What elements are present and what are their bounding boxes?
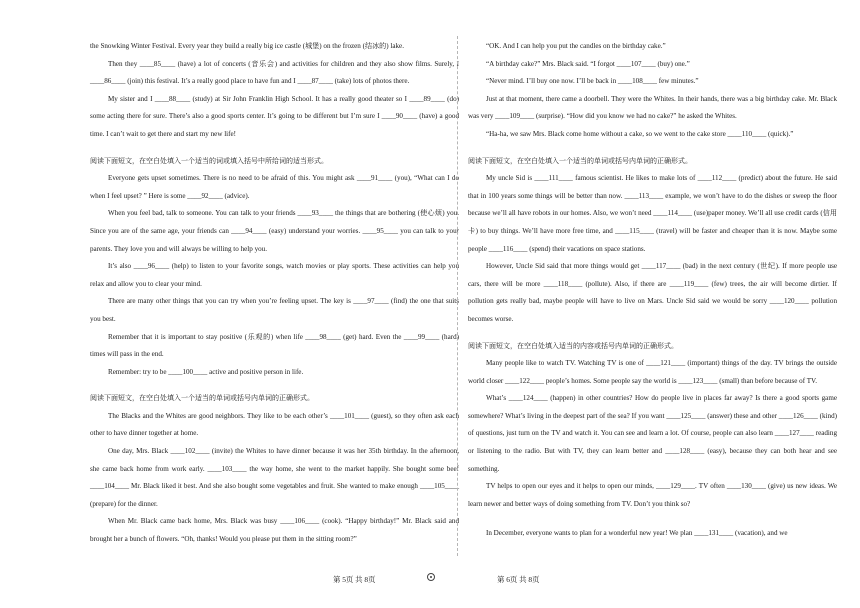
- binding-hole-icon: [427, 573, 435, 581]
- passage-paragraph: the Snowking Winter Festival. Every year they build a really big ice castle (城堡) on the frozen (结冰的) lake.: [90, 42, 404, 50]
- section-instruction: 阅读下面短文，在空白处填入一个适当的单词或括号内单词的正确形式。: [468, 156, 692, 165]
- section-instruction: 阅读下面短文，在空白处填入适当的内容或括号内单词的正确形式。: [468, 341, 678, 350]
- left-column: [90, 38, 459, 549]
- passage-paragraph: “Ha-ha, we saw Mrs. Black come home without a cake, so we went to the cake store ____110____ (quick).”: [486, 129, 794, 138]
- passage-paragraph: When you feel bad, talk to someone. You can talk to your friends ____93____ the things that are bothering (使心烦) you. Since you are of the same age, your friends can ____94____ (easy) understand your worries. ____95____ you can talk to your parents. They love you and will always be willing to help you.: [90, 209, 459, 253]
- passage-paragraph: My uncle Sid is ____111____ famous scientist. He likes to make lots of ____112____ (predict) about the future. He said that in 100 years some things will be better than now. ____113____ example, we won’t have to do the dishes or sweep the floor because we’ll all have robots in our homes. Also, we won’t need ____114____ (use)paper money. We’ll all use credit cards (信用卡) to buy things. We’ll have more free time, and ____115____ (travel) will be faster and cheaper than it is now. Maybe some people ____116____ (spend) their vacations on space stations.: [468, 174, 837, 253]
- passage-paragraph: However, Uncle Sid said that more things would get ____117____ (bad) in the next century (世纪). If more people use cars, there will be more ____118____ (pollute). Also, if there are ____119____ (few) trees, the air will become dirtier. If pollution gets really bad, maybe people will have to live on Mars. Uncle Sid said we would be sorry ____120____ pollution becomes worse.: [468, 262, 837, 323]
- passage-paragraph: It’s also ____96____ (help) to listen to your favorite songs, watch movies or play sports. These activities can help you relax and allow you to clear your mind.: [90, 262, 459, 288]
- passage-paragraph: When Mr. Black came back home, Mrs. Black was busy ____106____ (cook). “Happy birthday!” Mr. Black said and brought her a bunch of flowers. “Oh, thanks! Would you please put them in the sitting room?”: [90, 517, 459, 544]
- page-number-left: 第 5页 共 8页: [333, 575, 376, 584]
- passage-paragraph: Remember: try to be ____100____ active and positive person in life.: [108, 367, 304, 376]
- passage-paragraph: Just at that moment, there came a doorbell. They were the Whites. In their hands, there was a big birthday cake. Mr. Black was very ____109____ (surprise). “How did you know we had no cake?” he asked the Whites.: [468, 94, 837, 121]
- passage-paragraph: Then they ____85____ (have) a lot of concerts (音乐会) and activities for children and they also show films. Surely, I ____86____ (join) this festival. It’s a really good place to have fun and I ____87____ (take) lots of photos there.: [90, 59, 459, 86]
- right-column: [468, 38, 837, 543]
- section-instruction: 阅读下面短文，在空白处填入一个适当的词或填入括号中所给词的适当形式。: [90, 156, 328, 165]
- page-number-right: 第 6页 共 8页: [497, 575, 540, 584]
- passage-paragraph: “Never mind. I’ll buy one now. I’ll be back in ____108____ few minutes.”: [486, 77, 699, 86]
- passage-paragraph: There are many other things that you can try when you’re feeling upset. The key is ____97____ (find) the one that suits you best.: [90, 297, 459, 323]
- passage-paragraph: Many people like to watch TV. Watching TV is one of ____121____ (important) things of the day. TV brings the outside world closer ____122____ people’s homes. Some people say the world is ____123____ (small) than before because of TV.: [468, 359, 837, 385]
- passage-paragraph: TV helps to open our eyes and it helps to open our minds, ____129____. TV often ____130____ (give) us new ideas. We learn newer and better ways of doing something from TV. Don’t you think so?: [468, 482, 837, 508]
- column-divider: [457, 36, 458, 556]
- passage-paragraph: The Blacks and the Whites are good neighbors. They like to be each other’s ____101____ (guest), so they often ask each other to have dinner together at home.: [90, 411, 459, 438]
- passage-paragraph: My sister and I ____88____ (study) at Sir John Franklin High School. It has a really good theater so I ____89____ (do) some acting there for sure. There’s also a good sports center. It’s going to be different but I’m sure I ____90____ (have) a good time. I can’t wait to get there and start my new life!: [90, 94, 459, 138]
- passage-paragraph: In December, everyone wants to plan for a wonderful new year! We plan ____131____ (vacation), and we: [486, 529, 788, 538]
- passage-paragraph: Everyone gets upset sometimes. There is no need to be afraid of this. You might ask ____91____ (you), “What can I do when I feel upset? ” Here is some ____92____ (advice).: [90, 174, 459, 200]
- section-instruction: 阅读下面短文，在空白处填入一个适当的单词或括号内单词的正确形式。: [90, 394, 314, 403]
- passage-paragraph: Remember that it is important to stay positive (乐观的) when life ____98____ (get) hard. Even the ____99____ (hard) times will pass in the end.: [90, 332, 459, 359]
- passage-paragraph: What’s ____124____ (happen) in other countries? How do people live in places far away? Is there a good sports game somewhere? What’s living in the deepest part of the sea? If you want ____125____ (answer) these and other ____126____ (kind) of questions, just turn on the TV and watch it. You can see and learn a lot. Of course, people can also learn ____127____ reading or listening to the radio. But with TV, they can learn better and ____128____ (easy), because they can both hear and see something.: [468, 394, 837, 473]
- passage-paragraph: “A birthday cake?” Mrs. Black said. “I forgot ____107____ (buy) one.”: [486, 59, 690, 68]
- passage-paragraph: “OK. And I can help you put the candles on the birthday cake.”: [486, 42, 666, 50]
- passage-paragraph: One day, Mrs. Black ____102____ (invite) the Whites to have dinner because it was her 35th birthday. In the afternoon, she came back home from work early. ____103____ the way home, she went to the market happily. She bought some beef ____104____ Mr. Black liked it best. And she also bought some vegetables and fruit. She wanted to make enough ____105____ (prepare) for the dinner.: [90, 447, 459, 508]
